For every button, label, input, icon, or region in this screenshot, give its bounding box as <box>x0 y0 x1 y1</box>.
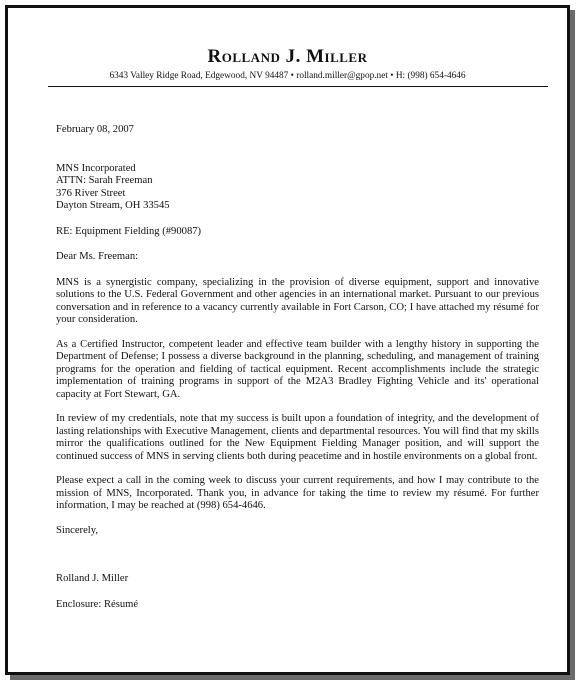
letter-date: February 08, 2007 <box>56 124 134 135</box>
paragraph: Please expect a call in the coming week to discuss your current requirements, and how I may contribute to the mission of MNS, Incorporated. Thank you, in advance for taking the time to review my résumé. For further information, I may be reached at (998) 654-4646. <box>56 475 539 511</box>
recipient-city: Dayton Stream, OH 33545 <box>56 200 170 211</box>
header-divider <box>48 86 548 87</box>
salutation: Dear Ms. Freeman: <box>56 251 139 262</box>
recipient-address <box>56 163 539 213</box>
signature-name: Rolland J. Miller <box>56 573 129 584</box>
paragraph: In review of my credentials, note that my success is built upon a foundation of integrity, and the development of lasting relationships with Executive Management, clients and departmental resources. You will find that my skills mirror the qualifications outlined for the New Equipment Fielding Manager position, and will support the continued success of MNS in serving clients both during peacetime and in hostile environments on a global front. <box>56 413 539 462</box>
sender-name: Rolland J. Miller <box>207 46 368 67</box>
paragraph: MNS is a synergistic company, specializing in the provision of diverse equipment, support and innovative solutions to the U.S. Federal Government and other agencies in an international market. Pursuant to our previous conversation and in reference to a vacancy currently available in Fort Carson, CO; I have attached my résumé for your consideration. <box>56 276 539 325</box>
letter-body <box>56 124 539 611</box>
letter-page <box>5 5 570 675</box>
recipient-street: 376 River Street <box>56 187 126 199</box>
re-line: RE: Equipment Fielding (#90087) <box>56 225 202 237</box>
enclosure-line: Enclosure: Résumé <box>56 598 139 610</box>
closing: Sincerely, <box>56 524 98 536</box>
recipient-company: MNS Incorporated <box>56 162 136 174</box>
sender-contact: 6343 Valley Ridge Road, Edgewood, NV 94487 • rolland.miller@gpop.net • H: (998) 654-4646 <box>109 71 466 81</box>
recipient-attn: ATTN: Sarah Freeman <box>56 175 153 186</box>
paragraph: As a Certified Instructor, competent leader and effective team builder with a lengthy history in supporting the Department of Defense; I possess a diverse background in the planning, scheduling, and management of training programs for the operation and fielding of tactical equipment. Recent accomplishments include the strategic implementation of training programs in support of the M2A3 Bradley Fighting Vehicle and its' operational capacity at Fort Stewart, GA. <box>56 338 539 400</box>
